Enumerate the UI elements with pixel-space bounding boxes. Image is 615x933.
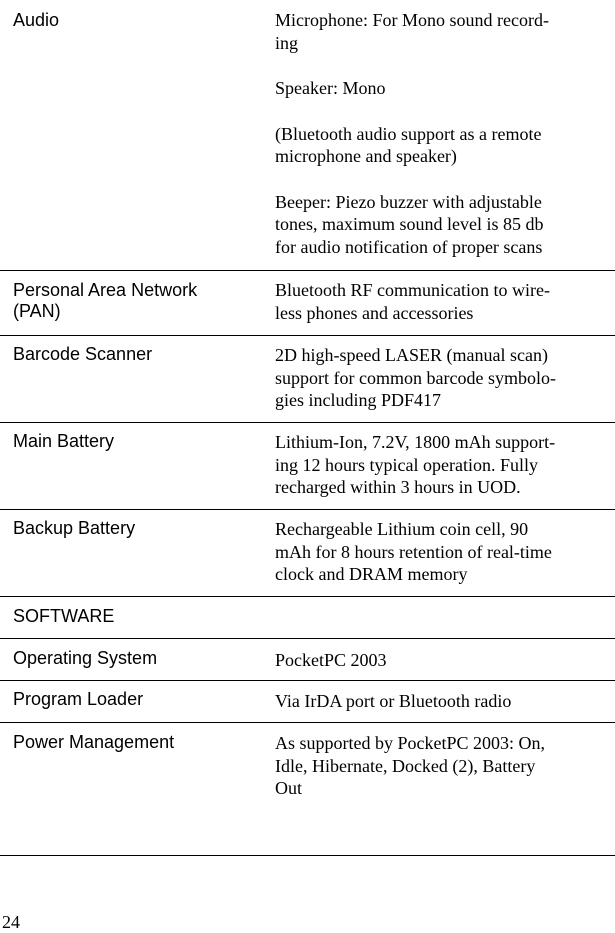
desc-paragraph: Rechargeable Lithium coin cell, 90 mAh for 8 hours retention of real-time clock and DRAM memory xyxy=(275,519,552,584)
row-label-barcode-scanner: Barcode Scanner xyxy=(13,344,153,364)
row-label-backup-battery: Backup Battery xyxy=(13,518,136,538)
table-row xyxy=(0,681,615,723)
table-row xyxy=(0,336,615,423)
desc-paragraph: Beeper: Piezo buzzer with adjustable tones, maximum sound level is 85 db for audio notification of proper scans xyxy=(275,191,544,257)
table-row xyxy=(0,639,615,681)
page-number: 24 xyxy=(2,912,20,932)
desc-paragraph: (Bluetooth audio support as a remote microphone and speaker) xyxy=(275,123,542,166)
desc-paragraph: Bluetooth RF communication to wire- less phones and accessories xyxy=(275,280,550,323)
desc-paragraph: As supported by PocketPC 2003: On, Idle, Hibernate, Docked (2), Battery Out xyxy=(275,733,545,798)
row-desc-program-loader xyxy=(275,690,611,713)
row-label-operating-system: Operating System xyxy=(13,648,158,668)
desc-paragraph: Speaker: Mono xyxy=(275,78,386,98)
row-desc-backup-battery xyxy=(275,518,611,586)
row-label-main-battery: Main Battery xyxy=(13,431,115,451)
desc-paragraph: PocketPC 2003 xyxy=(275,650,387,670)
section-heading-software: SOFTWARE xyxy=(13,606,115,626)
row-label-pan: Personal Area Network (PAN) xyxy=(13,280,198,321)
table-row xyxy=(0,270,615,336)
desc-paragraph: Microphone: For Mono sound record- ing xyxy=(275,10,549,53)
row-label-program-loader: Program Loader xyxy=(13,689,144,709)
desc-paragraph: Via IrDA port or Bluetooth radio xyxy=(275,691,512,711)
row-label-audio: Audio xyxy=(13,10,60,30)
row-desc-operating-system xyxy=(275,649,611,672)
row-desc-power-management xyxy=(275,732,611,800)
table-row xyxy=(0,423,615,510)
desc-paragraph: 2D high-speed LASER (manual scan) support for common barcode symbolo- gies including PDF417 xyxy=(275,345,556,410)
row-desc-pan xyxy=(275,279,611,324)
table-row xyxy=(0,723,615,856)
desc-paragraph: Lithium-Ion, 7.2V, 1800 mAh support- ing 12 hours typical operation. Fully recharged within 3 hours in UOD. xyxy=(275,432,556,497)
row-label-power-management: Power Management xyxy=(13,732,175,752)
row-desc-barcode-scanner xyxy=(275,344,611,412)
table-row xyxy=(0,597,615,639)
row-desc-main-battery xyxy=(275,431,611,499)
table-row xyxy=(0,510,615,597)
row-desc-audio xyxy=(275,9,611,258)
table-row xyxy=(0,0,615,271)
